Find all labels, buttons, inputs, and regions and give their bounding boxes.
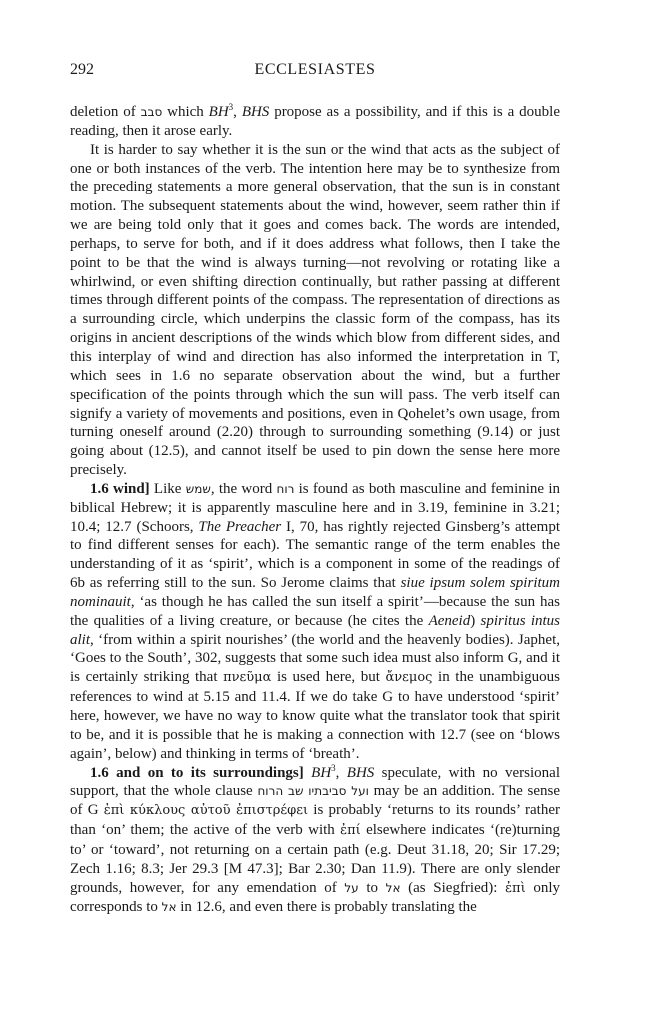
paragraph-note-surroundings (70, 764, 560, 918)
text-run: deletion of (70, 104, 141, 120)
lemma-heading: 1.6 and on to its surroundings] (90, 764, 304, 781)
running-head (70, 58, 560, 82)
text-run: may be an addition. The sense of G (70, 783, 560, 819)
greek-word: ἐπί (340, 823, 361, 839)
hebrew-word: על (344, 880, 359, 895)
superscript: 3 (228, 102, 234, 112)
lemma-heading: 1.6 wind] (90, 480, 150, 497)
page-number: 292 (70, 61, 94, 78)
text-run: ) (470, 612, 481, 629)
hebrew-clause: ועל סביבתיו שב הרוח (257, 784, 369, 799)
text-run: is probably ‘returns to its rounds’ rather than ‘on’ them; the active of the verb with (70, 802, 561, 839)
latin-quote: siue ipsum solem spiritum nominauit (70, 575, 560, 610)
text-run: , (335, 764, 347, 781)
paragraph-sun-or-wind: It is harder to say whether it is the sun or the wind that acts as the subject of one or both instances of the verb. The intention here may be to synthesize from the preceding statements a more general observation, that the sun is in constant motion. The subsequent statements about the wind, however, seem rather thin if we are being told only that it goes and comes back. The words are intended, perhaps, to serve for both, and if it does address what follows, then I take the point to be that the wind is always turning—not revolving or rotating like a whirlwind, or even shifting direction continually, but rather passing at different times through different points of the compass. The representation of directions as a surrounding circle, which underpins the classic form of the compass, has its origins in ancient descriptions of the winds which blow from different sides, and this interplay of wind and direction has also informed the interpretation in T, which sees in 1.6 no separate observation about the wind, but a further specification of the points through which the sun will pass. The verb itself can signify a variety of movements and positions, even in Qohelet’s own usage, from turning oneself around (2.20) through to surrounding something (9.14) or just going about (12.5), and cannot itself be used to pin down the sense here more precisely. (70, 141, 560, 479)
hebrew-word: אל (161, 900, 177, 915)
text-run: , the word (210, 480, 277, 497)
text-run: , ‘as though he has called the sun itself a spirit’—because the sun has the qualities of a living creature, or because (he cites the (70, 593, 560, 629)
text-run: (as Siegfried): (400, 879, 506, 896)
superscript: 3 (331, 762, 336, 773)
text-run: propose as a possibility, and if this is a double reading, then it arose early. (70, 104, 560, 139)
greek-word: ἄνεμος (385, 670, 433, 686)
paragraph-continuation (70, 103, 560, 141)
siglum-bh: BH (311, 764, 332, 781)
text-run: I, 70, has rightly rejected Ginsberg’s attempt to find different senses for each). The semantic range of the term enables the understanding of it as ‘spirit’, which is a component in some of the readings of 6b as referring still to the sun. So Jerome claims that (70, 518, 560, 592)
running-title: ECCLESIASTES (254, 61, 376, 78)
greek-phrase: ἐπὶ κύκλους αὐτοῦ ἐπιστρέφει (103, 803, 309, 819)
text-run: to (358, 879, 386, 896)
text-run: Like (149, 480, 186, 497)
siglum-bhs: BHS (346, 764, 375, 781)
text-run: in the unambiguous references to wind at 5.15 and 11.4. If we do take G to have understood ‘spirit’ here, however, we have no way to know quite what the translator took that spirit to be, and it is possible that he is making a connection with 12.7 (see on ‘blows again’, below) and thinking in terms of ‘breath’. (70, 669, 560, 762)
siglum-bhs: BHS (241, 104, 270, 120)
text-run: is found as both masculine and feminine in biblical Hebrew; it is apparently masculine here and in 3.19, feminine in 3.21; 10.4; 12.7 (Schoors, (70, 480, 560, 535)
body-text (70, 103, 560, 917)
italic-title: Aeneid (428, 612, 471, 629)
siglum-bh: BH (208, 104, 229, 120)
hebrew-word: רוח (276, 481, 295, 496)
hebrew-word: אל (385, 880, 401, 895)
text-run: , ‘from within a spirit nourishes’ (the world and the heavenly bodies). Japhet, ‘Goes to the South’, 302, suggests that some such idea must also inform G, and it is certainly striking that (70, 631, 560, 686)
text-run: , (233, 104, 242, 120)
text-run: in 12.6, and even there is probably translating the (176, 899, 477, 916)
text-run: speculate, with no versional support, that the whole clause (70, 764, 561, 800)
latin-quote: spiritus intus alit (70, 612, 561, 648)
hebrew-word: סבב (140, 105, 163, 119)
hebrew-word: שמש (185, 481, 211, 496)
text-run: elsewhere indicates ‘(re)turning to’ or ‘toward’, not returning on a certain path (e.g. Deut 31.18, 20; Sir 17.29; Zech 1.16; 8.3; Jer 29.3 [M 47.3]; Bar 2.30; Dan 11.9). There are only slender grounds, however, for any emendation of (70, 822, 560, 896)
text-run: only corresponds to (70, 879, 560, 916)
greek-word: πνεῦμα (223, 670, 272, 686)
text-run: is used here, but (271, 669, 386, 686)
italic-title: The Preacher (198, 518, 282, 535)
text-run: which (162, 104, 209, 120)
greek-word: ἐπὶ (505, 880, 526, 896)
paragraph-note-wind (70, 480, 560, 764)
